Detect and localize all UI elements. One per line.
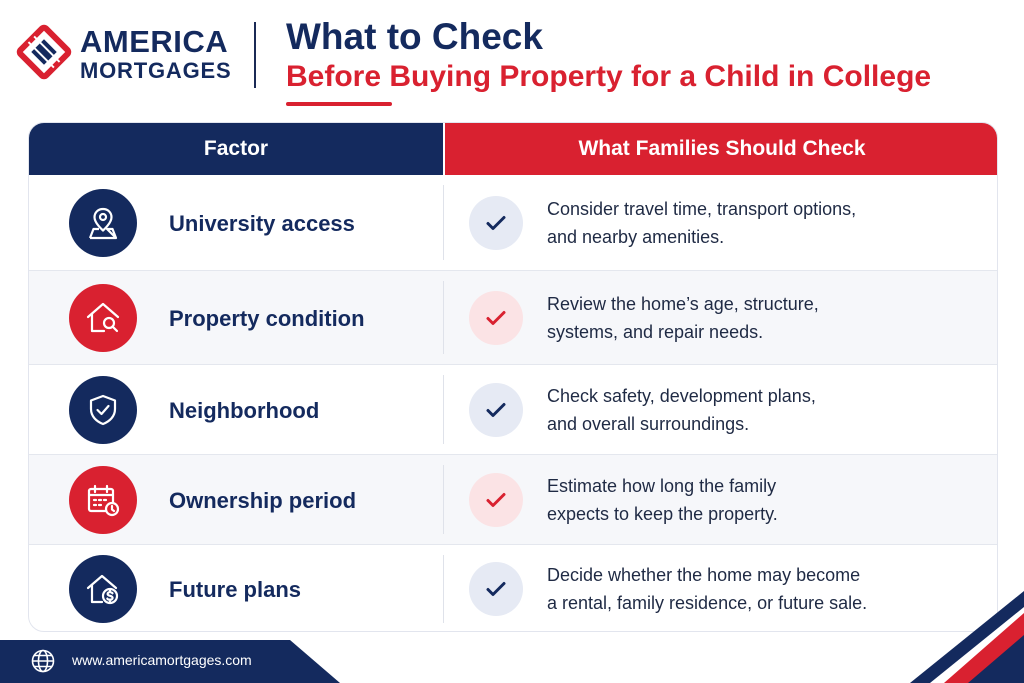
check-icon <box>469 383 523 437</box>
check-description <box>547 382 947 438</box>
description-line: Review the home’s age, structure, <box>547 294 819 314</box>
map-pin-icon <box>69 189 137 257</box>
table-row <box>29 545 998 632</box>
description-line: systems, and repair needs. <box>547 322 764 342</box>
america-mortgages-logo <box>16 24 72 80</box>
factor-label: Future plans <box>169 577 302 602</box>
website-link[interactable]: www.americamortgages.com <box>72 652 252 668</box>
house-search-icon <box>69 284 137 352</box>
description-line: and overall surroundings. <box>547 414 750 434</box>
corner-stripes-decoration <box>894 573 1024 683</box>
table-header <box>29 123 998 175</box>
page-subtitle: Before Buying Property for a Child in College <box>286 60 932 93</box>
shield-check-icon <box>69 376 137 444</box>
factor-label: Property condition <box>169 306 365 331</box>
calendar-clock-icon <box>69 466 137 534</box>
description-line: expects to keep the property. <box>547 504 778 524</box>
checklist-table <box>28 122 998 632</box>
globe-icon <box>30 648 56 674</box>
column-header-check: What Families Should Check <box>445 123 998 175</box>
factor-label: University access <box>169 211 355 236</box>
check-icon <box>469 291 523 345</box>
check-description <box>547 472 947 528</box>
check-description <box>547 561 947 617</box>
check-icon <box>469 196 523 250</box>
table-row <box>29 175 998 271</box>
title-underline <box>286 102 392 106</box>
description-line: and nearby amenities. <box>547 227 725 247</box>
description-line: Check safety, development plans, <box>547 386 816 406</box>
page-title: What to Check <box>286 16 543 57</box>
description-line: Consider travel time, transport options, <box>547 199 857 219</box>
column-header-factor: Factor <box>29 123 443 175</box>
factor-label: Ownership period <box>169 488 357 513</box>
house-dollar-icon <box>69 555 137 623</box>
description-line: Decide whether the home may become <box>547 565 861 585</box>
brand-line-1: AMERICA <box>80 24 229 59</box>
table-row <box>29 271 998 365</box>
description-line: a rental, family residence, or future sale. <box>547 593 868 613</box>
table-row <box>29 455 998 545</box>
brand-name <box>80 26 231 82</box>
brand-line-2: MORTGAGES <box>80 58 232 83</box>
header-divider <box>254 22 256 88</box>
description-line: Estimate how long the family <box>547 476 777 496</box>
check-icon <box>469 562 523 616</box>
factor-label: Neighborhood <box>169 398 320 423</box>
check-icon <box>469 473 523 527</box>
check-description <box>547 195 947 251</box>
check-description <box>547 290 947 346</box>
table-body <box>29 175 998 632</box>
table-row <box>29 365 998 455</box>
